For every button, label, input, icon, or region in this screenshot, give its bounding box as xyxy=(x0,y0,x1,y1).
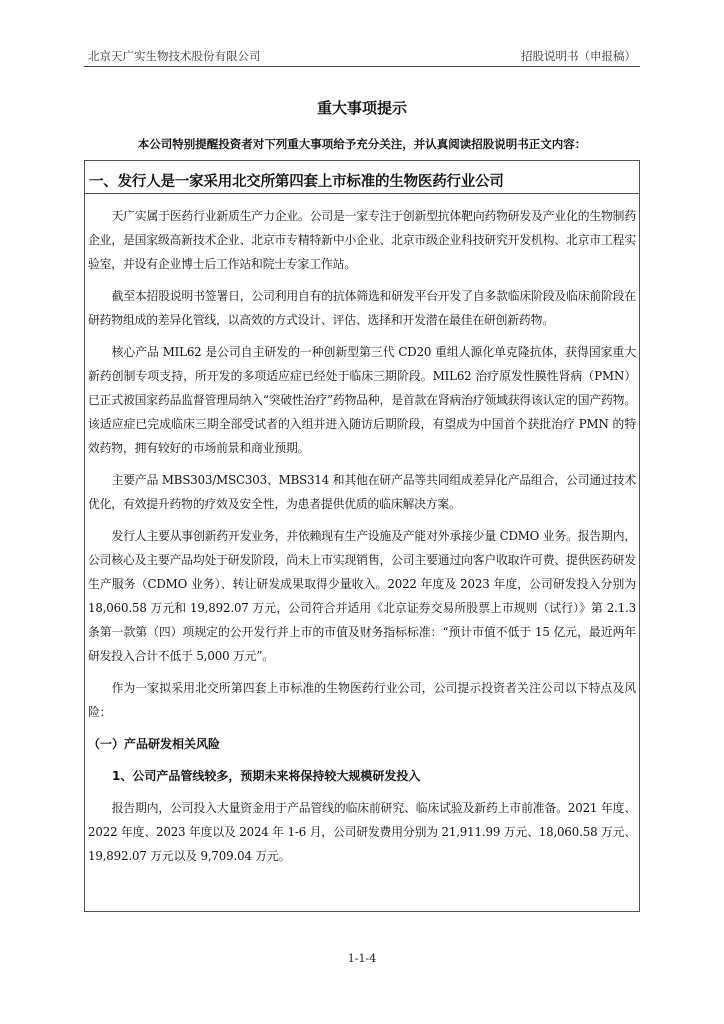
page-title: 重大事项提示 xyxy=(316,99,407,117)
paragraph-company-intro: 天广实属于医药行业新质生产力企业。公司是一家专注于创新型抗体靶向药物研发及产业化的生物制药企业，是国家级高新技术企业、北京市专精特新中小企业、北京市级企业科技研究开发机构、北京市工程实验室，并设有企业博士后工作站和院士专家工作站。 xyxy=(88,209,636,271)
paragraph-rd-expense: 报告期内，公司投入大量资金用于产品管线的临床前研究、临床试验及新药上市前准备。2021 年度、2022 年度、2023 年度以及 2024 年 1-6 月，公司研发费用分别为 21,911.99 万元、18,060.58 万元、19,892.07 万元以及 9,709.04 万元。 xyxy=(88,801,636,863)
subsection-title: （一）产品研发相关风险 xyxy=(88,737,221,751)
section-title-divider xyxy=(84,193,640,194)
investor-notice: 本公司特别提醒投资者对下列重大事项给予充分关注，并认真阅读招股说明书正文内容： xyxy=(137,137,587,151)
header-divider xyxy=(84,66,640,67)
paragraph-business-finance: 发行人主要从事创新药开发业务，并依赖现有生产设施及产能对外承接少量 CDMO 业务。报告期内，公司核心及主要产品均处于研发阶段，尚未上市实现销售，公司主要通过向客户收取许可费、提供医药研发生产服务（CDMO 业务）、转让研发成果取得少量收入。2022 年度及 2023 年度，公司研发投入分别为 18,060.58 万元和 19,892.07 万元，公司符合并适用《北京证券交易所股票上市规则（试行）》第 2.1.3 条第一款第（四）项规定的公开发行并上市的市值及财务指标标准：“预计市值不低于 15 亿元，最近两年研发投入合计不低于 5,000 万元”。 xyxy=(88,529,636,663)
paragraph-risk-intro: 作为一家拟采用北交所第四套上市标准的生物医药行业公司，公司提示投资者关注公司以下特点及风险： xyxy=(88,681,636,719)
section-title: 一、发行人是一家采用北交所第四套上市标准的生物医药行业公司 xyxy=(89,174,504,190)
header-company-name: 北京天广实生物技术股份有限公司 xyxy=(88,49,261,63)
paragraph-pipeline: 截至本招股说明书签署日，公司利用自有的抗体筛选和研发平台开发了自多款临床阶段及临床前阶段在研药物组成的差异化管线，以高效的方式设计、评估、选择和开发潜在最佳在研创新药物。 xyxy=(88,289,636,327)
section-content xyxy=(88,204,636,876)
paragraph-core-product: 核心产品 MIL62 是公司自主研发的一种创新型第三代 CD20 重组人源化单克隆抗体，获得国家重大新药创制专项支持，所开发的多项适应症已经处于临床三期阶段。MIL62 治疗原发性膜性肾病（PMN）已正式被国家药品监督管理局纳入“突破性治疗”药物品种，是首款在肾病治疗领域获得该认定的国产药物。该适应症已完成临床三期全部受试者的入组并进入随访后期阶段，有望成为中国首个获批治疗 PMN 的特效药物，拥有较好的市场前景和商业预期。 xyxy=(88,345,636,455)
subsection-item-title: 1、公司产品管线较多，预期未来将保持较大规模研发投入 xyxy=(112,769,421,783)
page-number: 1-1-4 xyxy=(347,952,377,965)
paragraph-main-products: 主要产品 MBS303/MSC303、MBS314 和其他在研产品等共同组成差异化产品组合，公司通过技术优化，有效提升药物的疗效及安全性，为患者提供优质的临床解决方案。 xyxy=(88,473,636,511)
header-document-type: 招股说明书（申报稿） xyxy=(521,49,636,63)
